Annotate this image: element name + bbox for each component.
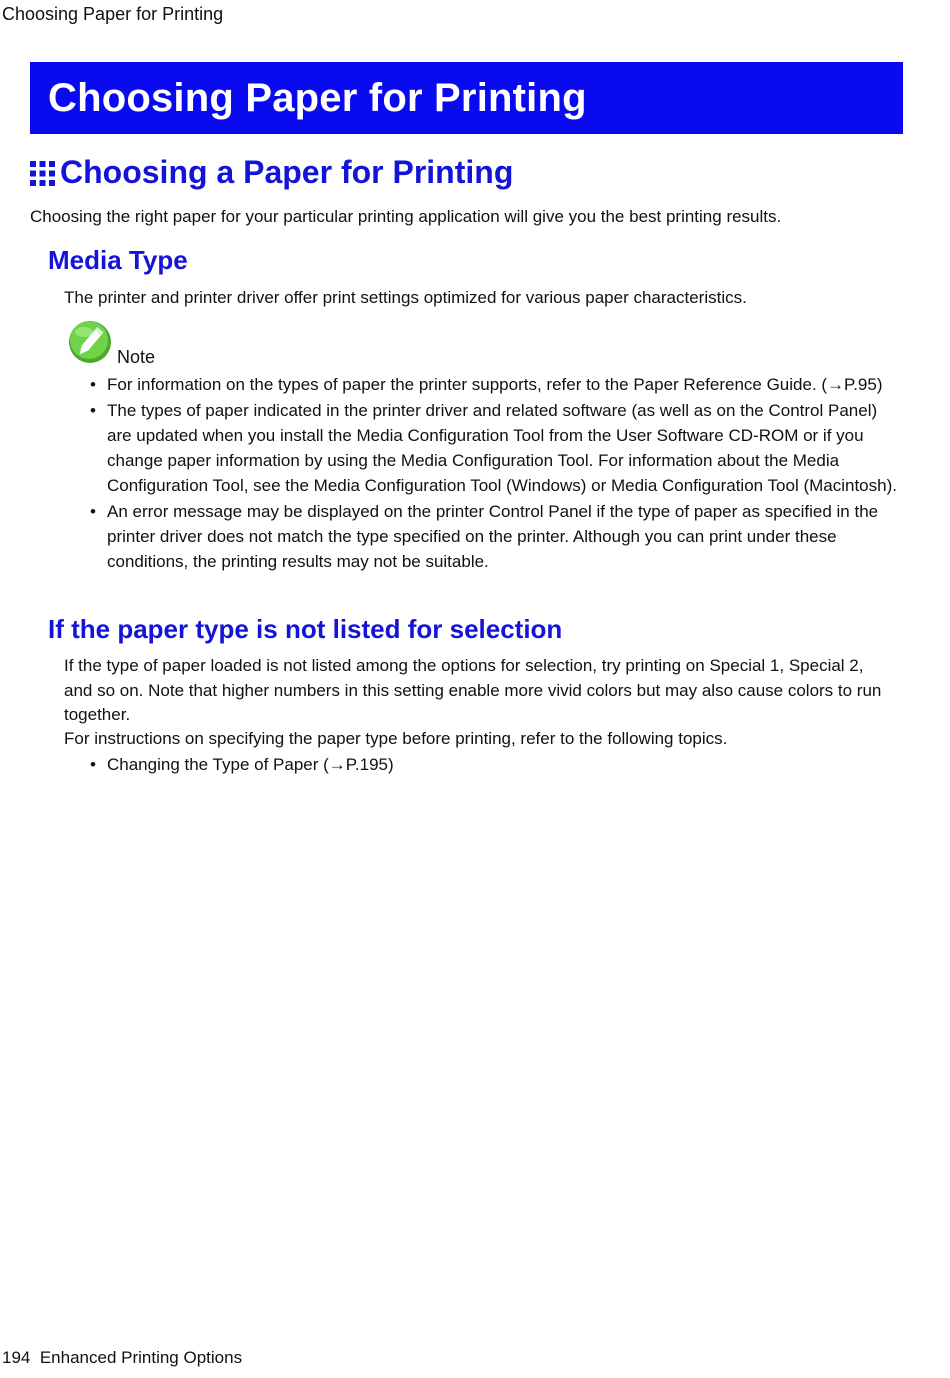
note-item[interactable]: • The types of paper indicated in the printer driver and related software (as well as on the Control Panel) are updated when you install the Media Configuration Tool from the User Software CD-ROM or if you change paper information by using the Media Configuration Tool. For information about the Media Configuration Tool, see the Media Configuration Tool (Windows) or Media Configuration Tool (Macintosh).: [88, 399, 903, 498]
topic-link[interactable]: • Changing the Type of Paper (→P.195): [88, 753, 888, 778]
note-label: Note: [117, 347, 156, 367]
media-type-text: The printer and printer driver offer print settings optimized for various paper characteristics.: [64, 288, 747, 307]
section-heading-text: Choosing a Paper for Printing: [60, 154, 514, 190]
page-footer: [2, 1348, 242, 1368]
page-title: Choosing Paper for Printing: [48, 76, 587, 120]
note-item[interactable]: • For information on the types of paper the printer supports, refer to the Paper Reference Guide. (→P.95): [88, 373, 903, 398]
media-type-heading: Media Type: [48, 245, 188, 275]
note-item: • An error message may be displayed on the printer Control Panel if the type of paper as specified in the printer driver does not match the type specified on the printer. Although you can print under these conditions, the printing results may not be suitable.: [88, 500, 903, 574]
intro-text: Choosing the right paper for your particular printing application will give you the best printing results.: [30, 207, 782, 226]
page-number: 194: [2, 1348, 31, 1367]
note-list: [88, 373, 903, 576]
title-banner: [30, 62, 903, 134]
topic-list: [88, 753, 888, 779]
note-pencil-icon: [68, 320, 114, 366]
section-heading: [30, 154, 513, 191]
not-listed-text: If the type of paper loaded is not listed among the options for selection, try printing on Special 1, Special 2, and so on. Note that higher numbers in this setting enable more vivid colors but may also cause colors to run together.: [64, 656, 882, 724]
grid-icon: [30, 161, 55, 186]
not-listed-heading: If the paper type is not listed for selection: [48, 614, 563, 644]
chapter-name: Enhanced Printing Options: [39, 1348, 243, 1367]
not-listed-instructions: For instructions on specifying the paper type before printing, refer to the following topics.: [64, 729, 728, 748]
running-header: Choosing Paper for Printing: [2, 4, 224, 24]
